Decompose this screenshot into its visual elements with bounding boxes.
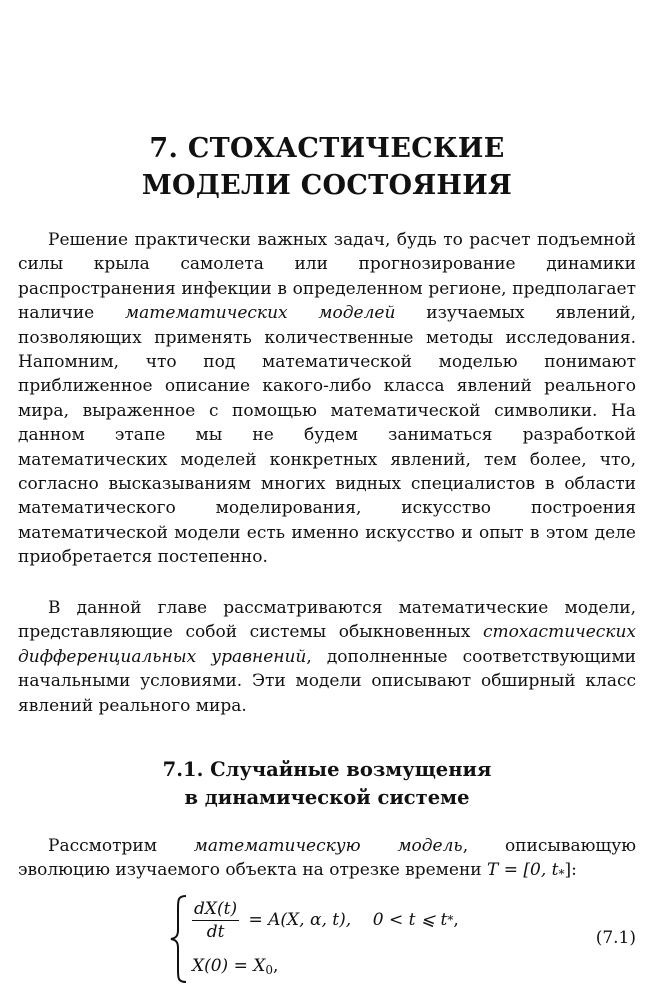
paragraph-scope-text-2: , дополненные соответствующими начальными условиями. Эти модели описывают обширный класс явлений реального мира.	[18, 646, 636, 716]
paragraph-chapter-scope	[18, 596, 636, 718]
equation-7-1	[168, 892, 636, 992]
left-brace-icon	[168, 894, 190, 984]
section-title	[18, 756, 636, 812]
chapter-title-line1: 7. СТОХАСТИЧЕСКИЕ	[149, 133, 505, 164]
chapter-title-line2: МОДЕЛИ СОСТОЯНИЯ	[141, 170, 513, 201]
paragraph-scope-text-1: В данной главе рассматриваются математические модели, представляющие собой системы обыкновенных	[18, 598, 636, 643]
page	[18, 0, 636, 1000]
initial-condition-end: ,	[272, 956, 279, 976]
paragraph-model	[18, 834, 636, 883]
time-interval-math	[487, 860, 577, 880]
initial-condition-subscript: 0	[265, 963, 273, 977]
fraction-numerator: dX(t)	[194, 898, 238, 919]
time-interval-end: ]:	[564, 860, 577, 881]
fraction-denominator: dt	[206, 921, 225, 942]
paragraph-model-emphasis: математическую модель	[193, 836, 463, 856]
chapter-title	[18, 130, 636, 204]
derivative-fraction	[192, 898, 239, 943]
equation-line-1: $\frac{dX(t)}{dt}$ = A(X, α, t), 0 < t ⩽ t * ,	[194, 898, 459, 942]
equation-line-2	[192, 954, 278, 978]
equation-rhs: = A(X, α, t), 0 < t ⩽ t	[243, 910, 448, 930]
paragraph-intro-text-2: изучаемых явлений, позволяющих применять количественные методы исследования. Напомним, что под математической моделью понимают приближенное описание какого-либо класса явлений реального мира, выраженное с помощью математической символики. На данном этапе мы не будем заниматься разработкой математических моделей конкретных явлений, тем более, что, согласно высказываниям многих видных специалистов в области математического моделирования, искусство построения математической модели есть именно искусство и опыт в этом деле приобретается постепенно.	[18, 303, 636, 568]
paragraph-intro-text-1: Решение практически важных задач, будь то расчет подъемной силы крыла самолета или прогнозирование динамики распространения инфекции в определенном регионе, предполагает наличие	[18, 230, 636, 324]
paragraph-model-text-1: Рассмотрим	[48, 836, 194, 856]
paragraph-intro	[18, 228, 636, 570]
section-title-line1: 7.1. Случайные возмущения	[162, 758, 492, 781]
section-title-line2: в динамической системе	[184, 786, 470, 809]
paragraph-scope-emphasis: стохастических дифференциальных уравнений	[18, 622, 636, 667]
equation-rhs-end: ,	[453, 910, 459, 930]
time-interval-expr: T = [0, t	[487, 860, 559, 881]
paragraph-intro-emphasis: математических моделей	[125, 303, 396, 324]
time-interval-subscript: *	[558, 867, 565, 882]
equation-number: (7.1)	[595, 928, 636, 948]
paragraph-model-text-2: , описывающую эволюцию изучаемого объекта на отрезке времени	[18, 836, 637, 881]
initial-condition: X(0) = X	[192, 956, 266, 976]
